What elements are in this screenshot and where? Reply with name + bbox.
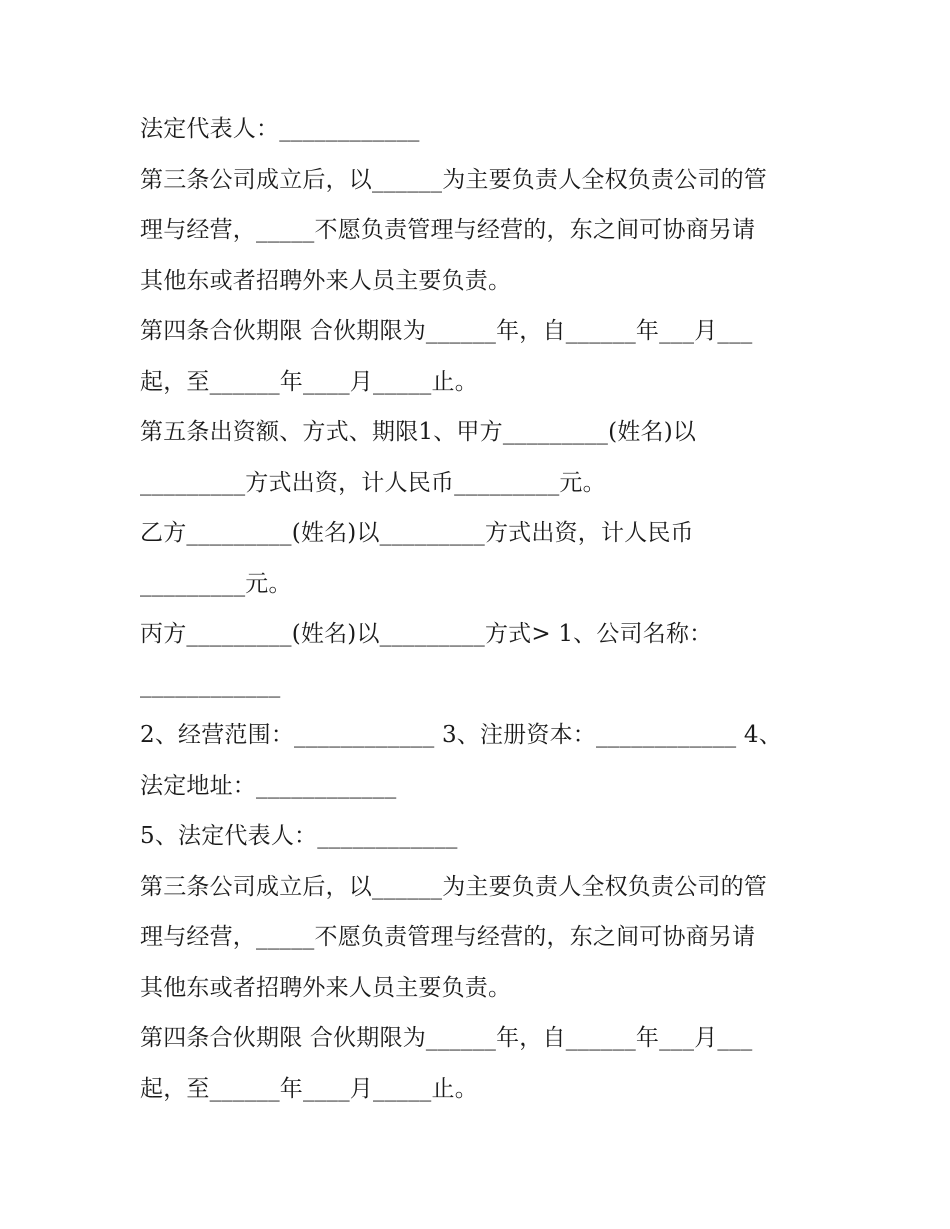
text-line: 第三条公司成立后，以______为主要负责人全权负责公司的管 [140,873,767,900]
text-line: 法定代表人：____________ [140,116,420,142]
text-line: 丙方_________(姓名)以_________方式> 1、公司名称： [140,621,713,647]
text-line: 其他东或者招聘外来人员主要负责。 [140,974,512,1001]
document-body [140,104,820,1114]
text-line: _________方式出资，计人民币_________元。 [140,469,606,496]
text-line: 第四条合伙期限 合伙期限为______年，自______年___月___ [140,1025,753,1051]
text-line: 起，至______年____月_____止。 [140,1075,478,1102]
text-line: 第四条合伙期限 合伙期限为______年，自______年___月___ [140,318,753,344]
text-line: 其他东或者招聘外来人员主要负责。 [140,267,512,294]
text-line: ____________ [140,671,281,698]
text-line: _________元。 [140,570,292,597]
text-line: 理与经营，_____不愿负责管理与经营的，东之间可协商另请 [140,924,756,950]
text-line: 2、经营范围：____________ 3、注册资本：____________ 4、 [140,722,782,748]
text-line: 法定地址：____________ [140,772,397,799]
text-line: 第三条公司成立后，以______为主要负责人全权负责公司的管 [140,166,767,193]
text-line: 理与经营，_____不愿负责管理与经营的，东之间可协商另请 [140,217,756,243]
text-line: 起，至______年____月_____止。 [140,368,478,395]
text-line: 乙方_________(姓名)以_________方式出资，计人民币 [140,520,694,546]
text-line: 5、法定代表人：____________ [140,823,458,849]
text-line: 第五条出资额、方式、期限1、甲方_________(姓名)以 [140,419,697,445]
